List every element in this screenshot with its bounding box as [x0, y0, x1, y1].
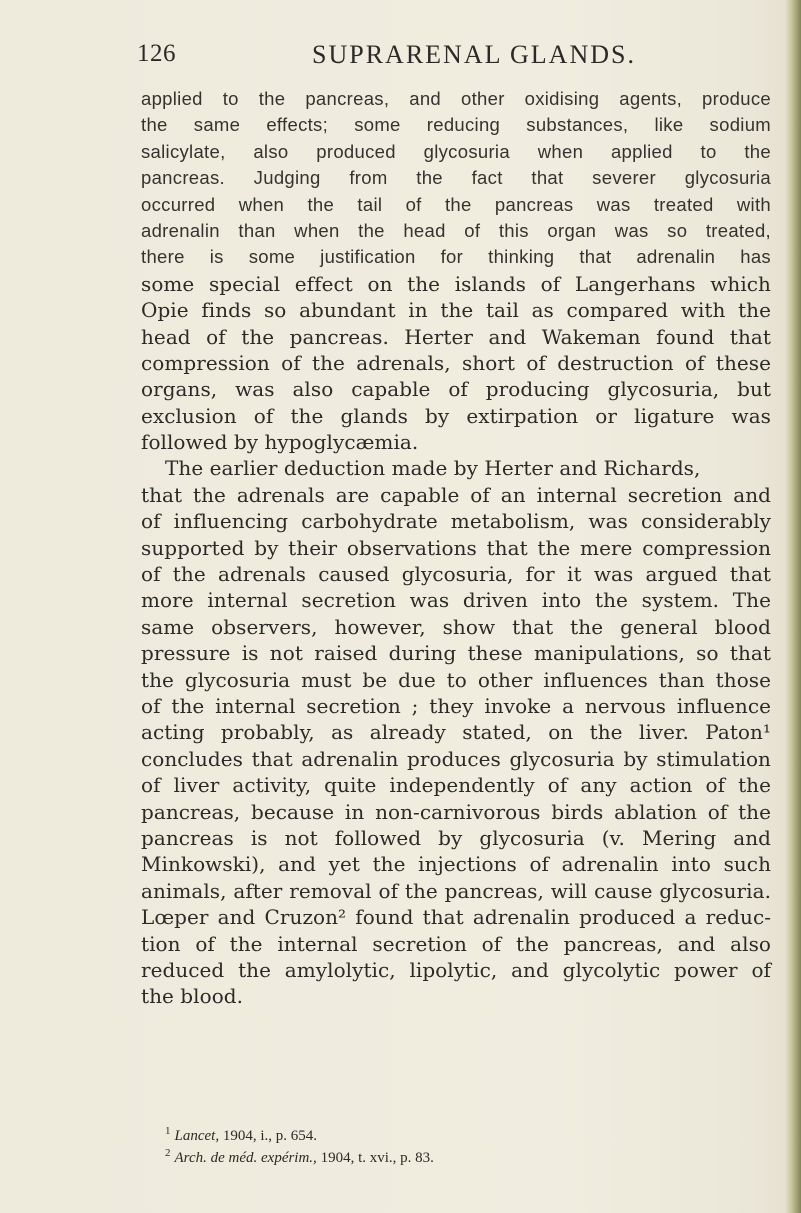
- text-line: more internal secretion was driven into the system. The: [141, 588, 771, 613]
- footnote-details: 1904, i., p. 654.: [222, 1128, 317, 1144]
- text-line: adrenalin than when the head of this organ was so treated,: [141, 219, 771, 241]
- text-line: Minkowski), and yet the injections of adrenalin into such: [141, 852, 771, 877]
- text-line: pancreas. Judging from the fact that severer glycosuria: [141, 167, 771, 189]
- text-line: pancreas, because in non-carnivorous birds ablation of the: [141, 799, 771, 824]
- text-line: tion of the internal secretion of the pancreas, and also: [141, 931, 771, 956]
- text-line: pancreas is not followed by glycosuria (v. Mering and: [141, 825, 771, 850]
- text-line: exclusion of the glands by extirpation or ligature was: [141, 403, 771, 428]
- text-line: pressure is not raised during these manipulations, so that: [141, 641, 771, 666]
- text-line: same observers, however, show that the general blood: [141, 614, 771, 639]
- footnote-source: Lancet,: [174, 1128, 220, 1144]
- text-line: animals, after removal of the pancreas, will cause glycosuria.: [141, 878, 771, 903]
- text-line: followed by hypoglycæmia.: [141, 430, 419, 455]
- footnote-marker: 2: [165, 1147, 171, 1159]
- text-line: applied to the pancreas, and other oxidising agents, produce: [141, 88, 771, 109]
- text-line: some special effect on the islands of Langerhans which: [141, 271, 771, 296]
- text-line: that the adrenals are capable of an internal secretion and: [141, 482, 771, 507]
- paragraph-start-line: The earlier deduction made by Herter and Richards,: [165, 456, 701, 481]
- text-line: the same effects; some reducing substances, like sodium: [141, 114, 771, 136]
- text-line: reduced the amylolytic, lipolytic, and glycolytic power of: [141, 957, 771, 982]
- running-head: SUPRARENAL GLANDS.: [312, 40, 636, 69]
- text-line: there is some justification for thinking that adrenalin has: [141, 246, 771, 268]
- page-edge-shadow: [785, 0, 801, 1213]
- text-line: salicylate, also produced glycosuria when applied to the: [141, 140, 771, 162]
- footnotes: [165, 1120, 685, 1164]
- text-line: the glycosuria must be due to other influences than those: [141, 667, 771, 692]
- footnote: [165, 1120, 685, 1142]
- text-line: of the internal secretion ; they invoke a nervous influence: [141, 693, 771, 718]
- text-line: acting probably, as already stated, on the liver. Paton¹: [141, 720, 771, 745]
- text-line: of influencing carbohydrate metabolism, was considerably: [141, 509, 771, 534]
- text-line: of liver activity, quite independently of any action of the: [141, 773, 771, 798]
- text-line: compression of the adrenals, short of destruction of these: [141, 350, 771, 375]
- text-line: of the adrenals caused glycosuria, for it was argued that: [141, 562, 771, 587]
- footnote-details: 1904, t. xvi., p. 83.: [320, 1150, 434, 1166]
- text-line: concludes that adrenalin produces glycosuria by stimulation: [141, 746, 771, 771]
- body-text: [141, 86, 771, 1010]
- footnote: [165, 1142, 685, 1164]
- text-line: supported by their observations that the mere compression: [141, 535, 771, 560]
- text-line: Opie finds so abundant in the tail as compared with the: [141, 298, 771, 323]
- text-line: the blood.: [141, 984, 244, 1009]
- footnote-source: Arch. de méd. expérim.,: [174, 1150, 317, 1166]
- page-number: 126: [137, 40, 176, 67]
- text-line: occurred when the tail of the pancreas was treated with: [141, 193, 771, 215]
- text-line: Lœper and Cruzon² found that adrenalin produced a reduc-: [141, 905, 771, 930]
- page-header: [137, 40, 757, 80]
- text-line: head of the pancreas. Herter and Wakeman found that: [141, 324, 771, 349]
- footnote-marker: 1: [165, 1125, 171, 1137]
- text-line: organs, was also capable of producing glycosuria, but: [141, 377, 771, 402]
